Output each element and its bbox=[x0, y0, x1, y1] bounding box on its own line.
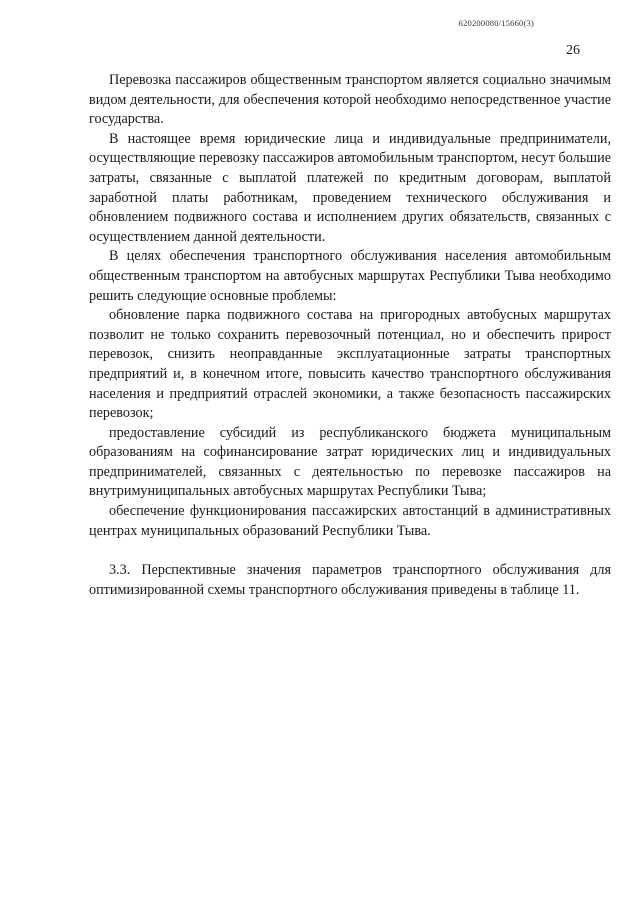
paragraph: Перевозка пассажиров общественным транспортом является социально значимым видом деятельности, для обеспечения которой необходимо непосредственное участие государства. bbox=[89, 72, 611, 128]
body-text bbox=[89, 71, 611, 600]
document-id: 620200080/15660(3) bbox=[458, 18, 534, 28]
list-item: предоставление субсидий из республиканского бюджета муниципальным образованиям на софинансирование затрат юридических лиц и индивидуальных предпринимателей, связанных с деятельностью по перевозке пассажиров на внутримуниципальных автобусных маршрутах Республики Тыва; bbox=[89, 424, 611, 500]
page-number: 26 bbox=[566, 43, 580, 58]
section-paragraph: 3.3. Перспективные значения параметров транспортного обслуживания для оптимизированной схемы транспортного обслуживания приведены в таблице 11. bbox=[89, 562, 611, 598]
paragraph: В целях обеспечения транспортного обслуживания населения автомобильным общественным транспортом на автобусных маршрутах Республики Тыва необходимо решить следующие основные проблемы: bbox=[89, 248, 611, 304]
list-item: обеспечение функционирования пассажирских автостанций в административных центрах муниципальных образований Республики Тыва. bbox=[89, 503, 611, 539]
list-item: обновление парка подвижного состава на пригородных автобусных маршрутах позволит не только сохранить перевозочный потенциал, но и обеспечить прирост перевозок, снизить неоправданные эксплуатационные затраты транспортных предприятий и, в конечном итоге, повысить качество транспортного обслуживания населения и предприятий отраслей экономики, а также безопасность пассажирских перевозок; bbox=[89, 307, 611, 422]
paragraph: В настоящее время юридические лица и индивидуальные предприниматели, осуществляющие перевозку пассажиров автомобильным транспортом, несут большие затраты, связанные с выплатой платежей по кредитным договорам, выплатой заработной платы работникам, проведением технического обслуживания и обновлением подвижного состава и исполнением других обязательств, связанных с осуществлением данной деятельности. bbox=[89, 130, 611, 245]
